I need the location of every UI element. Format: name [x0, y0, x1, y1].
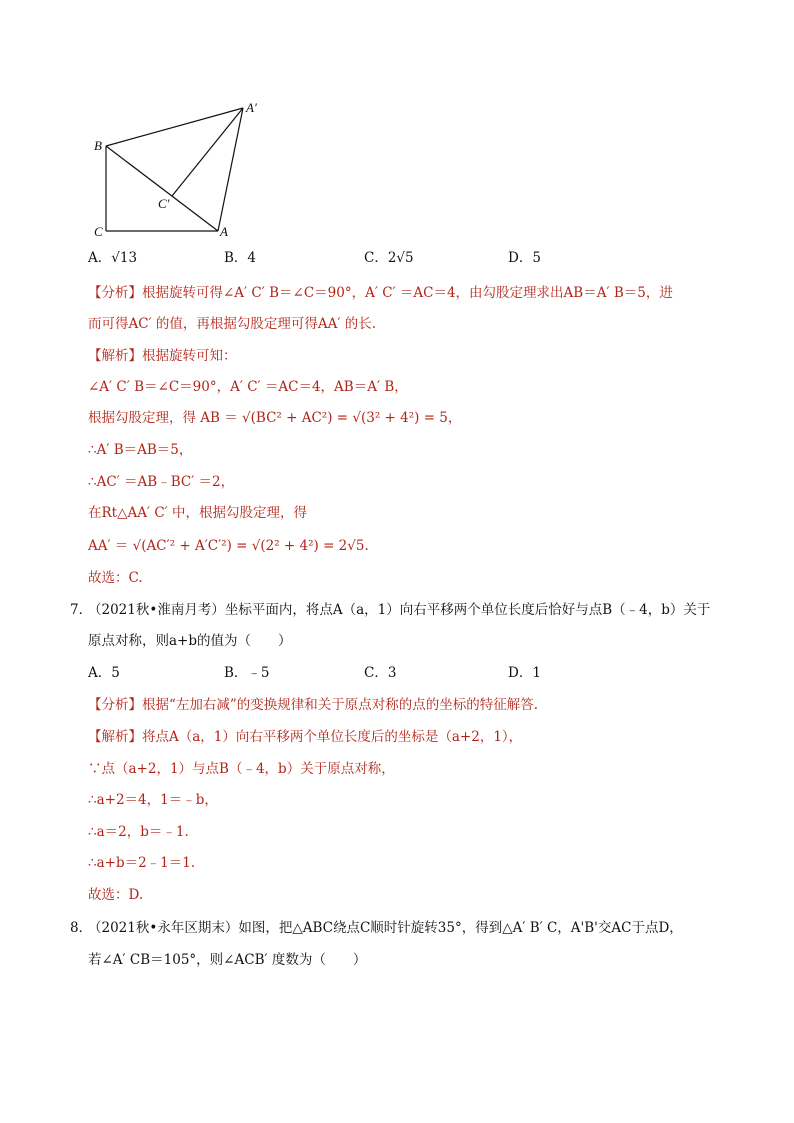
q7-solution-line2: ∵点（a+2，1）与点B（﹣4，b）关于原点对称，: [88, 761, 395, 777]
q7-analysis: 【分析】根据“左加右减”的变换规律和关于原点对称的点的坐标的特征解答.: [88, 697, 539, 713]
segment-ba-prime: [106, 108, 243, 146]
q6-solution-line2: 根据勾股定理，得 AB ＝ √(BC² + AC²) = √(3² + 4²) = 5，: [88, 410, 462, 426]
q8-stem-line2: 若∠A′ CB＝105°，则∠ACB′ 度数为（ ）: [88, 952, 367, 968]
segment-ab: [106, 146, 218, 231]
q6-option-a: A．√13: [88, 250, 138, 266]
q6-analysis-line1: 【分析】根据旋转可得∠A′ C′ B＝∠C＝90°，A′ C′ ＝AC＝4，由勾股定理求出AB＝A′ B＝5，进: [88, 285, 673, 301]
q7-solution-line1: 【解析】将点A（a，1）向右平移两个单位长度后的坐标是（a+2，1），: [88, 729, 523, 745]
q7-option-b: B．﹣5: [224, 665, 270, 681]
q7-option-d: D．1: [508, 665, 541, 681]
q6-option-d: D．5: [508, 250, 541, 266]
label-c-prime: C′: [158, 196, 170, 211]
q7-option-c: C．3: [364, 665, 397, 681]
label-a: A: [220, 224, 228, 239]
q6-solution-line5: 在Rt△AA′ C′ 中，根据勾股定理，得: [88, 505, 308, 521]
q6-solution-line3: ∴A′ B＝AB＝5，: [88, 442, 193, 458]
q6-analysis-line2: 而可得AC′ 的值，再根据勾股定理可得AA′ 的长.: [88, 316, 377, 332]
q6-option-b: B．4: [224, 250, 257, 266]
q8-number: 8．: [70, 920, 93, 936]
q6-solution-line1: ∠A′ C′ B＝∠C＝90°，A′ C′ ＝AC＝4，AB＝A′ B，: [88, 379, 408, 395]
rotation-figure: [0, 0, 794, 250]
q7-answer: 故选：D.: [88, 887, 144, 903]
q7-solution-line5: ∴a+b＝2﹣1＝1.: [88, 855, 196, 871]
q7-solution-line3: ∴a+2＝4，1＝﹣b，: [88, 792, 218, 808]
segment-a-prime-c-prime: [172, 108, 243, 196]
q6-option-c: C．2√5: [364, 250, 414, 266]
q8-stem-line1: （2021秋•永年区期末）如图，把△ABC绕点C顺时针旋转35°，得到△A′ B′ C，A'B'交AC于点D，: [88, 920, 683, 936]
q6-solution-title: 【解析】根据旋转可知：: [88, 348, 237, 364]
q7-number: 7．: [70, 602, 93, 618]
q6-answer: 故选：C.: [88, 570, 143, 586]
q7-stem-line1: （2021秋•淮南月考）坐标平面内，将点A（a，1）向右平移两个单位长度后恰好与点B（﹣4，b）关于: [88, 602, 711, 618]
q7-stem-line2: 原点对称，则a+b的值为（ ）: [88, 633, 292, 649]
label-b: B: [94, 138, 102, 153]
q6-solution-line4: ∴AC′ ＝AB﹣BC′ ＝2，: [88, 474, 235, 490]
q7-solution-line4: ∴a＝2，b＝﹣1.: [88, 824, 189, 840]
label-a-prime: A′: [246, 100, 257, 115]
segment-a-prime-a: [218, 108, 243, 231]
q6-solution-line6: AA′ ＝ √(AC′² + A′C′²) = √(2² + 4²) = 2√5.: [88, 538, 369, 554]
label-c: C: [94, 224, 103, 239]
q7-option-a: A．5: [88, 665, 120, 681]
